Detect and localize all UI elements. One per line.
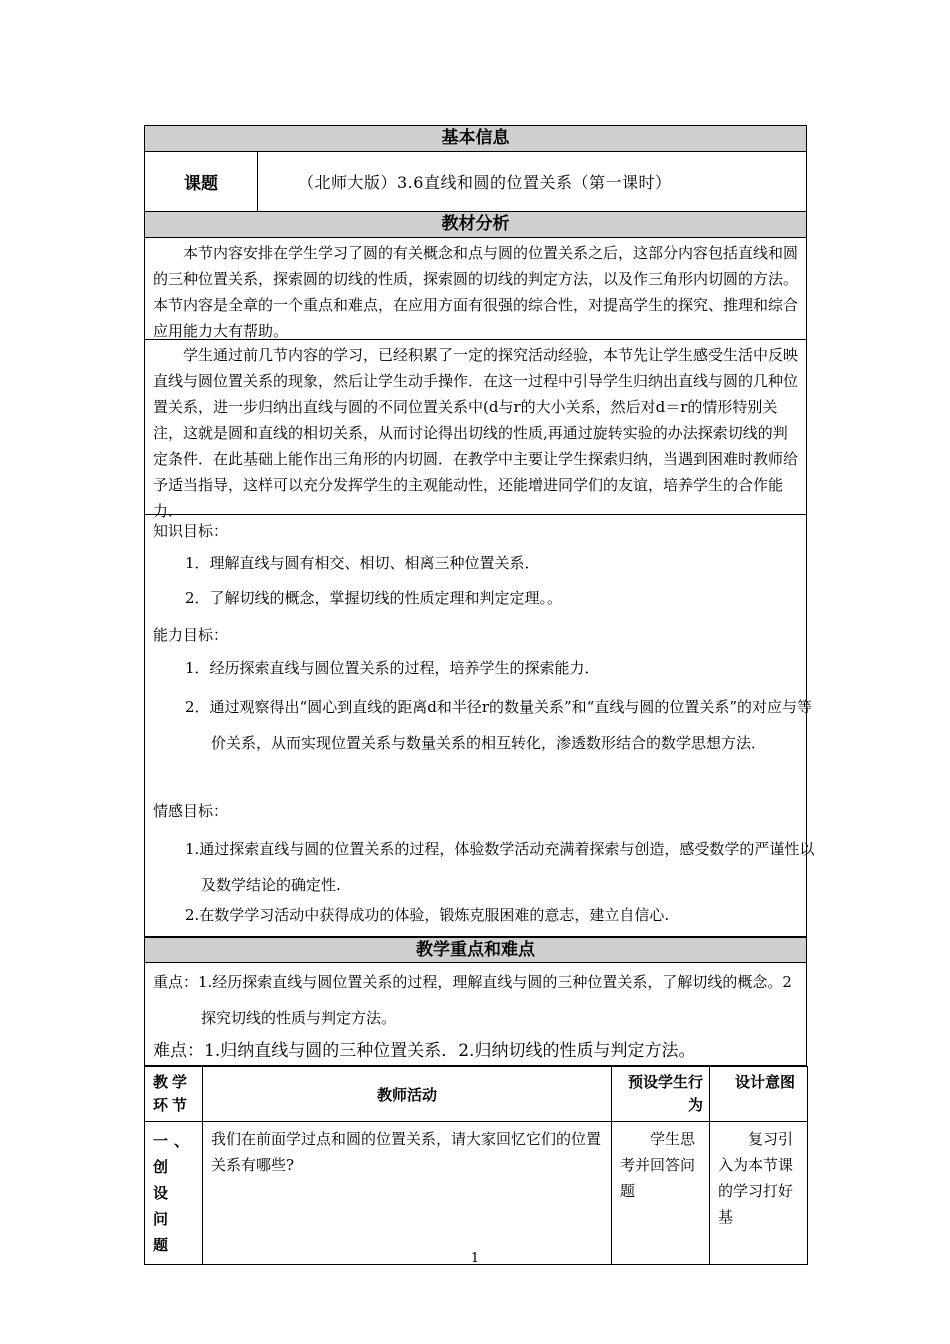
material-header-text: 教材分析 <box>441 214 510 234</box>
activity-table-header-row <box>145 1067 808 1122</box>
row1-student: 学生思考并回答问题 <box>612 1122 710 1265</box>
keypoints-difficulty: 难点：1.归纳直线与圆的三种位置关系．2.归纳切线的性质与判定方法。 <box>153 1041 696 1061</box>
emotion-item-2: 2.在数学学习活动中获得成功的体验，锻炼克服困难的意志，建立自信心. <box>185 906 670 924</box>
ability-label: 能力目标： <box>153 626 229 644</box>
page-number: 1 <box>470 1251 480 1266</box>
basic-info-header-text: 基本信息 <box>441 128 510 148</box>
row1-stage: 一、创设问题 <box>145 1122 203 1265</box>
col-intent-header: 设计意图 <box>710 1067 808 1122</box>
col-stage-header: 教学环节 <box>145 1067 203 1122</box>
knowledge-label: 知识目标： <box>153 522 229 540</box>
topic-value: （北师大版）3.6直线和圆的位置关系（第一课时） <box>298 173 672 192</box>
emotion-item-1: 1.通过探索直线与圆的位置关系的过程，体验数学活动充满着探索与创造，感受数学的严谨性以及数学结论的确定性. <box>185 840 815 894</box>
row1-intent: 复习引入为本节课的学习打好基 <box>710 1122 808 1265</box>
activity-table <box>144 1066 808 1265</box>
col-teacher-header: 教师活动 <box>203 1067 612 1122</box>
activity-row-1 <box>145 1122 808 1265</box>
knowledge-item-1: 1．理解直线与圆有相交、相切、相离三种位置关系． <box>185 554 540 572</box>
goals-cell <box>144 515 815 937</box>
keypoints-focus: 重点：1.经历探索直线与圆位置关系的过程，理解直线与圆的三种位置关系，了解切线的概念。2探究切线的性质与判定方法。 <box>153 973 792 1027</box>
col-student-header: 预设学生行为 <box>612 1067 710 1122</box>
basic-info-header <box>144 125 807 152</box>
keypoints-header-text: 教学重点和难点 <box>416 940 535 960</box>
material-para2-cell <box>144 340 807 520</box>
ability-item-1: 1．经历探索直线与圆位置关系的过程，培养学生的探索能力． <box>185 659 600 677</box>
topic-row <box>144 152 807 212</box>
material-header <box>144 211 807 238</box>
topic-label: 课题 <box>145 152 258 211</box>
knowledge-item-2: 2．了解切线的概念，掌握切线的性质定理和判定定理。。 <box>185 589 563 607</box>
row1-teacher: 我们在前面学过点和圆的位置关系，请大家回忆它们的位置关系有哪些? <box>203 1122 612 1265</box>
material-para2: 学生通过前几节内容的学习，已经积累了一定的探究活动经验，本节先让学生感受生活中反映直线与圆位置关系的现象，然后让学生动手操作．在这一过程中引导学生归纳出直线与圆的几种位置关系，进一步归纳出直线与圆的不同位置关系中(d与r的大小关系，然后对d＝r的情形特别关注，这就是圆和直线的相切关系，从而讨论得出切线的性质,再通过旋转实验的办法探索切线的判定条件．在此基础上能作出三角形的内切圆．在教学中主要让学生探索归纳，当遇到困难时教师给予适当指导，这样可以充分发挥学生的主观能动性，还能增进同学们的友谊，培养学生的合作能力． <box>153 346 799 520</box>
keypoints-cell <box>144 963 807 1066</box>
material-para1: 本节内容安排在学生学习了圆的有关概念和点与圆的位置关系之后，这部分内容包括直线和圆的三种位置关系，探索圆的切线的性质，探索圆的切线的判定方法，以及作三角形内切圆的方法。本节内容是全章的一个重点和难点，在应用方面有很强的综合性，对提高学生的探究、推理和综合应用能力大有帮助。 <box>153 244 799 340</box>
keypoints-header <box>144 937 807 963</box>
ability-item-2: 2．通过观察得出“圆心到直线的距离d和半径r的数量关系”和“直线与圆的位置关系”的对应与等价关系，从而实现位置关系与数量关系的相互转化，渗透数形结合的数学思想方法． <box>185 698 812 752</box>
emotion-label: 情感目标： <box>153 802 229 820</box>
material-para1-cell <box>144 238 807 340</box>
